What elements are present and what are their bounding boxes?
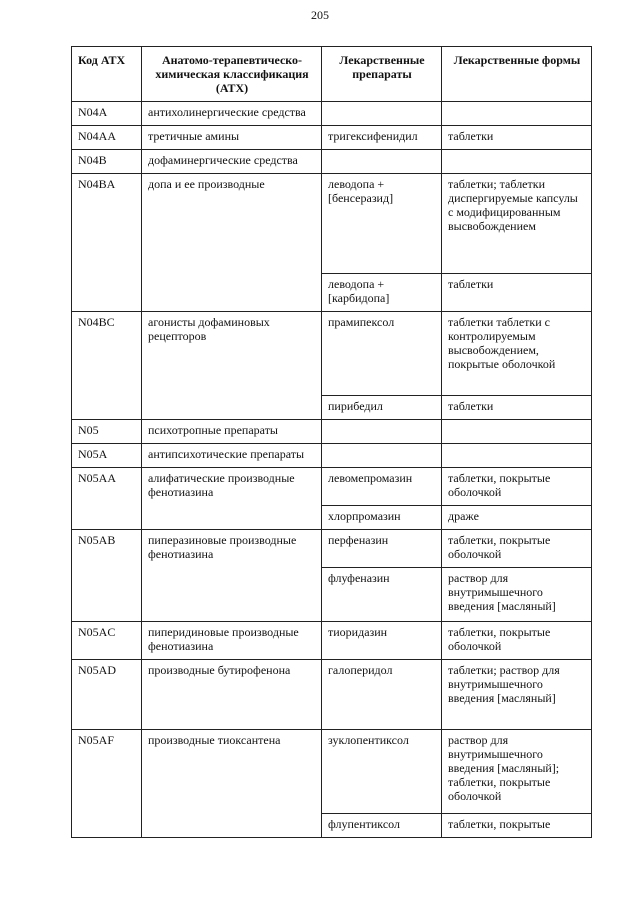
drug-name: тригексифенидил xyxy=(322,126,442,150)
drug-name: перфеназин xyxy=(322,530,442,568)
atc-class: пиперидиновые производные фенотиазина xyxy=(142,622,322,660)
atc-class: антихолинергические средства xyxy=(142,102,322,126)
atc-code: N05AC xyxy=(72,622,142,660)
atc-class: допа и ее производные xyxy=(142,174,322,312)
header-drugs: Лекарственные препараты xyxy=(322,47,442,102)
atc-code: N05AB xyxy=(72,530,142,622)
table-header-row xyxy=(72,47,592,102)
table-row xyxy=(72,622,592,660)
drug-form: раствор для внутримышечного введения [масляный] xyxy=(442,568,592,622)
table-row xyxy=(72,444,592,468)
atc-class: производные бутирофенона xyxy=(142,660,322,730)
drug-name: тиоридазин xyxy=(322,622,442,660)
drug-form: таблетки, покрытые xyxy=(442,814,592,838)
atc-code: N04A xyxy=(72,102,142,126)
table-row xyxy=(72,102,592,126)
drug-form: таблетки, покрытые оболочкой xyxy=(442,530,592,568)
page-number: 205 xyxy=(311,8,329,22)
atc-class: дофаминергические средства xyxy=(142,150,322,174)
atc-code: N05AA xyxy=(72,468,142,530)
drug-form: таблетки таблетки с контролируемым высвобождением, покрытые оболочкой xyxy=(442,312,592,396)
drug-form: таблетки xyxy=(442,396,592,420)
drug-form: таблетки, покрытые оболочкой xyxy=(442,622,592,660)
drug-name: пирибедил xyxy=(322,396,442,420)
atc-code: N04BA xyxy=(72,174,142,312)
atc-class: агонисты дофаминовых рецепторов xyxy=(142,312,322,420)
atc-class: алифатические производные фенотиазина xyxy=(142,468,322,530)
atc-table xyxy=(71,46,592,838)
atc-code: N04BC xyxy=(72,312,142,420)
drug-name: левомепромазин xyxy=(322,468,442,506)
drug-name: хлорпромазин xyxy=(322,506,442,530)
atc-class: психотропные препараты xyxy=(142,420,322,444)
drug-name: галоперидол xyxy=(322,660,442,730)
drug-name xyxy=(322,444,442,468)
drug-form: таблетки; таблетки диспергируемые капсулы с модифицированным высвобождением xyxy=(442,174,592,274)
table-row xyxy=(72,730,592,814)
atc-code: N05 xyxy=(72,420,142,444)
atc-class: третичные амины xyxy=(142,126,322,150)
drug-form: драже xyxy=(442,506,592,530)
atc-code: N05A xyxy=(72,444,142,468)
header-classification: Анатомо-терапевтическо-химическая классификация (АТХ) xyxy=(142,47,322,102)
table-row xyxy=(72,150,592,174)
header-code: Код АТХ xyxy=(72,47,142,102)
drug-form xyxy=(442,102,592,126)
drug-form: таблетки xyxy=(442,274,592,312)
header-forms: Лекарственные формы xyxy=(442,47,592,102)
drug-name: флуфеназин xyxy=(322,568,442,622)
drug-name xyxy=(322,420,442,444)
table-row xyxy=(72,174,592,274)
drug-form: раствор для внутримышечного введения [масляный]; таблетки, покрытые оболочкой xyxy=(442,730,592,814)
drug-form xyxy=(442,444,592,468)
drug-name: зуклопентиксол xyxy=(322,730,442,814)
drug-name: леводопа + [карбидопа] xyxy=(322,274,442,312)
drug-name: флупентиксол xyxy=(322,814,442,838)
atc-code: N04B xyxy=(72,150,142,174)
table-row xyxy=(72,312,592,396)
table-row xyxy=(72,530,592,568)
table-row xyxy=(72,420,592,444)
table-row xyxy=(72,126,592,150)
atc-class: производные тиоксантена xyxy=(142,730,322,838)
drug-name: прамипексол xyxy=(322,312,442,396)
drug-name xyxy=(322,150,442,174)
drug-form: таблетки; раствор для внутримышечного введения [масляный] xyxy=(442,660,592,730)
drug-form xyxy=(442,420,592,444)
table-row xyxy=(72,660,592,730)
atc-code: N04AA xyxy=(72,126,142,150)
drug-form: таблетки xyxy=(442,126,592,150)
atc-code: N05AD xyxy=(72,660,142,730)
atc-class: антипсихотические препараты xyxy=(142,444,322,468)
atc-code: N05AF xyxy=(72,730,142,838)
table-row xyxy=(72,468,592,506)
atc-class: пиперазиновые производные фенотиазина xyxy=(142,530,322,622)
drug-form xyxy=(442,150,592,174)
drug-name: леводопа + [бенсеразид] xyxy=(322,174,442,274)
drug-name xyxy=(322,102,442,126)
drug-form: таблетки, покрытые оболочкой xyxy=(442,468,592,506)
